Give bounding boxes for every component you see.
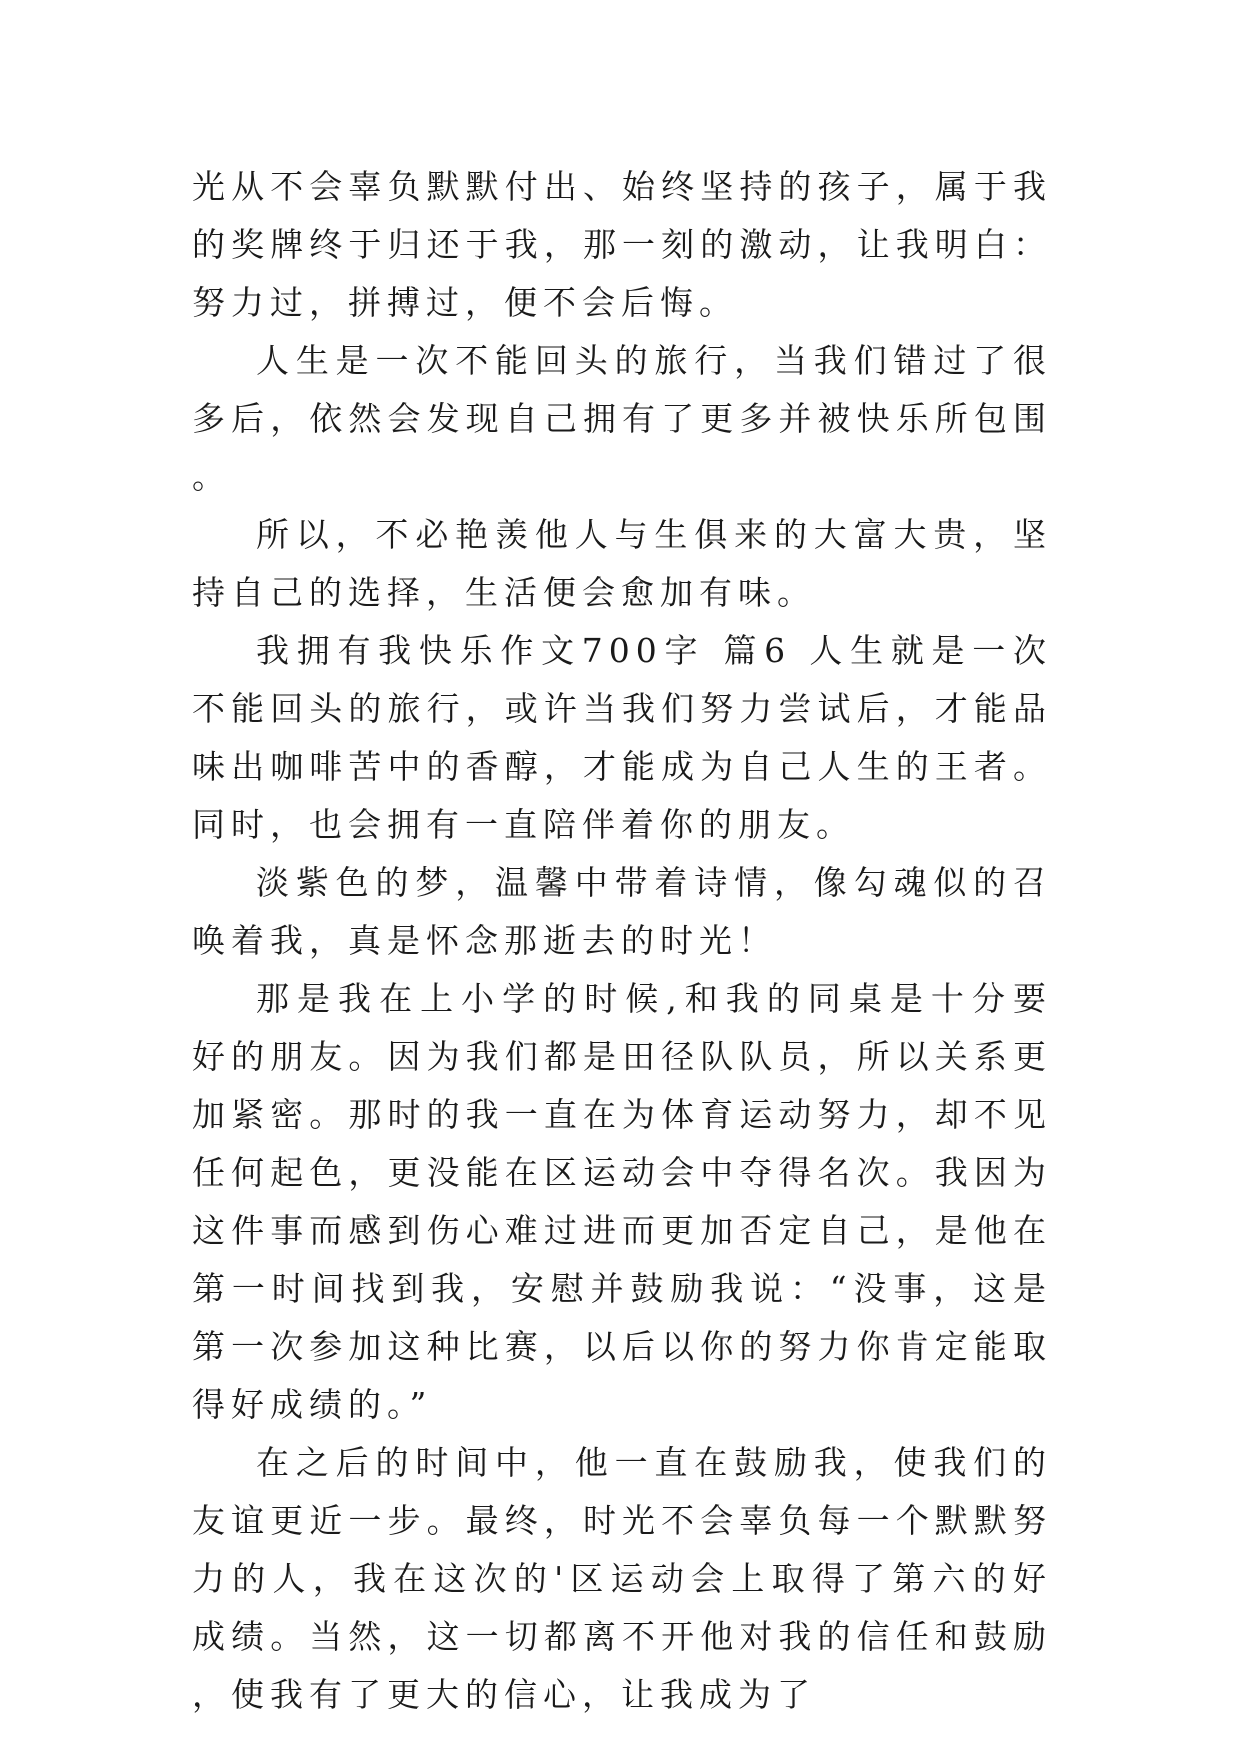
paragraph-5: 淡紫色的梦，温馨中带着诗情，像勾魂似的召唤着我，真是怀念那逝去的时光！ <box>192 863 1052 960</box>
paragraph-7: 在之后的时间中，他一直在鼓励我，使我们的友谊更近一步。最终，时光不会辜负每一个默默努力的人，我在这次的'区运动会上取得了第六的好成绩。当然，这一切都离不开他对我的信任和鼓励，使我有了更大的信心，让我成为了 <box>192 1443 1052 1714</box>
paragraph-1: 光从不会辜负默默付出、始终坚持的孩子，属于我的奖牌终于归还于我，那一刻的激动，让我明白：努力过，拼搏过，便不会后悔。 <box>192 167 1052 322</box>
paragraph-4: 我拥有我快乐作文700字 篇6 人生就是一次不能回头的旅行，或许当我们努力尝试后，才能品味出咖啡苦中的香醇，才能成为自己人生的王者。同时，也会拥有一直陪伴着你的朋友。 <box>192 631 1052 844</box>
paragraph-6: 那是我在上小学的时候,和我的同桌是十分要好的朋友。因为我们都是田径队队员，所以关系更加紧密。那时的我一直在为体育运动努力，却不见任何起色，更没能在区运动会中夺得名次。我因为这件事而感到伤心难过进而更加否定自己，是他在第一时间找到我，安慰并鼓励我说：“没事，这是第一次参加这种比赛，以后以你的努力你肯定能取得好成绩的。” <box>192 979 1052 1424</box>
essay-body <box>192 158 1052 1724</box>
paragraph-3: 所以，不必艳羡他人与生俱来的大富大贵，坚持自己的选择，生活便会愈加有味。 <box>192 515 1052 612</box>
paragraph-2: 人生是一次不能回头的旅行，当我们错过了很多后，依然会发现自己拥有了更多并被快乐所包围。 <box>192 341 1052 496</box>
